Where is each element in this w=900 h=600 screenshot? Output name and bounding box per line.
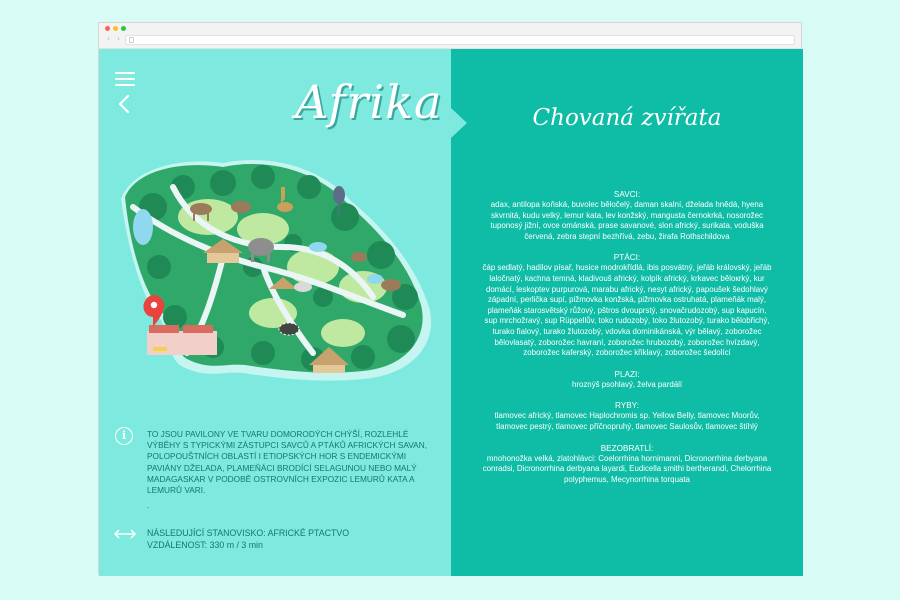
info-icon: i bbox=[115, 427, 133, 445]
animals-title: Chovaná zvířata bbox=[532, 105, 722, 131]
section-heading: BEZOBRATLÍ: bbox=[600, 443, 654, 453]
section-body: hroznýš psohlavý, želva pardálí bbox=[571, 379, 683, 389]
next-stop-info[interactable] bbox=[147, 527, 349, 551]
address-bar[interactable] bbox=[125, 35, 795, 45]
two-way-arrow-icon bbox=[113, 528, 137, 540]
section-heading: PTÁCI: bbox=[613, 253, 641, 263]
window-controls bbox=[105, 26, 126, 31]
section-birds bbox=[481, 252, 773, 358]
next-stop-label: NÁSLEDUJÍCÍ STANOVISKO: AFRICKÉ PTACTVO bbox=[147, 528, 350, 538]
hamburger-menu-icon[interactable] bbox=[115, 72, 135, 86]
section-heading: PLAZI: bbox=[614, 369, 640, 379]
minimize-window-icon[interactable] bbox=[113, 26, 118, 31]
page-content bbox=[99, 49, 803, 576]
section-heading: SAVCI: bbox=[613, 190, 641, 199]
browser-toolbar bbox=[99, 23, 801, 49]
section-invertebrates bbox=[481, 443, 773, 486]
exhibit-description: TO JSOU PAVILONY VE TVARU DOMORODÝCH CHÝŠÍ, ROZLEHLÉ VÝBĚHY S TYPICKÝMI ZÁSTUPCI SAVCŮ A PTÁKŮ AFRICKÝCH SAVAN, POLOPOUŠTNÍCH OBLASTÍ I ETIOPSKÝCH HOR S ENDEMICKÝMI PAVIÁNY DŽELADA, PLAMEŇÁCI BRODÍCÍ SELAGUNOU NEBO MALÝ MADAGASKAR V PODOBĚ OSTROVNÍCH EXPOZIC LEMURŮ KATA A LEMURŮ VARI. bbox=[147, 429, 428, 496]
browser-forward-icon[interactable]: › bbox=[117, 35, 120, 43]
page-title: Afrika bbox=[295, 75, 443, 129]
panel-notch bbox=[451, 108, 467, 138]
africa-map-illustration[interactable] bbox=[113, 147, 443, 387]
browser-window bbox=[98, 22, 802, 575]
browser-nav bbox=[105, 36, 122, 43]
browser-back-icon[interactable]: ‹ bbox=[107, 35, 110, 43]
section-heading: RYBY: bbox=[615, 401, 639, 411]
next-stop-distance: VZDÁLENOST: 330 m / 3 min bbox=[147, 540, 263, 550]
left-panel bbox=[99, 49, 451, 576]
location-pin-icon bbox=[143, 295, 164, 327]
close-window-icon[interactable] bbox=[105, 26, 110, 31]
section-fish bbox=[481, 400, 773, 432]
section-body: tlamovec africký, tlamovec Haplochromis sp. Yellow Belly, tlamovec Moorův, tlamovec pestrý, tlamovec příčnopruhý, tlamovec Saulosův, tlamovec štíhlý bbox=[494, 411, 760, 431]
section-mammals bbox=[481, 189, 773, 242]
section-body: adax, antilopa koňská, buvolec běločelý, daman skalní, dželada hnědá, hyena skvrnitá, kudu velký, lemur kata, lev konžský, mangusta černokrká, nosorožec tuponosý jižní, ovce ománská, prase savanové, slon africký, surikata, voduška červená, zebra stepní bezhřívá, zebu, žirafa Rothschildova bbox=[490, 200, 764, 241]
section-body: mnohonožka velká, zlatohlávci: Coelorrhina hornimanni, Dicronorrhina derbyana conradsi, Dicronorrhina derbyana layardi, Eudicella smithi bertherandi, Chelorrhina polyphemus, Mecynorrhina torquata bbox=[482, 453, 772, 484]
chevron-left-icon[interactable] bbox=[117, 94, 131, 114]
section-reptiles bbox=[481, 369, 773, 391]
animal-sections bbox=[481, 189, 773, 495]
description-trailing-dot: . bbox=[147, 501, 150, 510]
right-panel bbox=[451, 49, 803, 576]
lock-icon bbox=[129, 37, 134, 43]
section-body: čáp sedlatý, hadilov písař, husice modrokřídlá, ibis posvátný, jeřáb královský, jeřáb laločnatý, kachna temná, kladivouš africký, kolpík africký, krkavec běloкrký, kur domácí, leskoptev purpurová, marabu africký, nesyt africký, papoušek šedohlavý západní, perlička supí, pižmovka konžská, pižmovka ostruhatá, plameňák malý, plameňák starosvětský růžový, pštros dvouprstý, snovačrudozobý, sup kapucín, sup mrchožravý, sup Rüppellův, toko rudozobý, toko žlutozobý, turako bělobřichý, turako fialový, turako žlutozobý, vdovka dominikánská, výr bělavý, zoborožec bělovlasatý, zoborožec havraní, zoborožec hrubozobý, zoborožec hvízdavý, zoborožec kaferský, zoborožec křiklavý, zoborožec šedolící bbox=[482, 263, 772, 358]
maximize-window-icon[interactable] bbox=[121, 26, 126, 31]
